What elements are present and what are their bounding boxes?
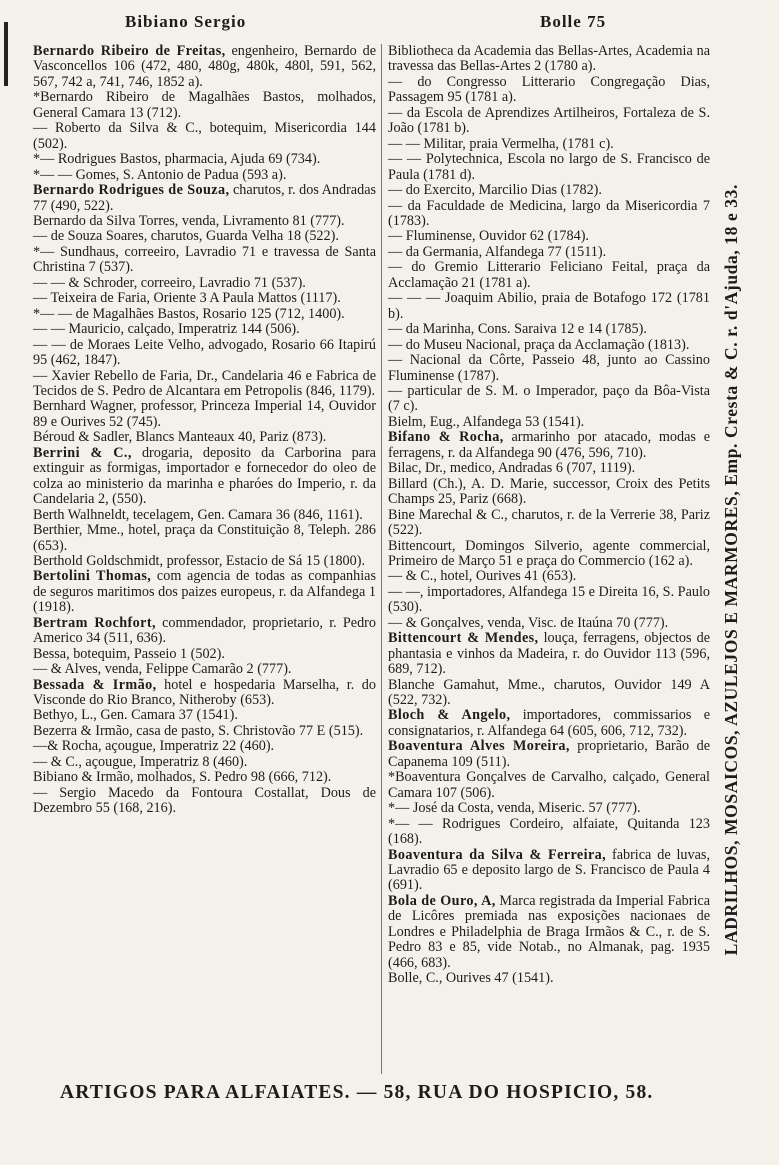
entry-text: armarinho por atacado, modas e ferragens, r. da Alfandega 90 (476, 596, 710). [388, 429, 710, 461]
entry-text: Béroud & Sadler, Blancs Manteaux 40, Pariz (873). [33, 429, 327, 446]
directory-entry [33, 152, 376, 167]
entry-text: Blanche Gamahut, Mme., charutos, Ouvidor 149 A (522, 732). [388, 676, 710, 709]
entry-text: — Xavier Rebello de Faria, Dr., Candelaria 46 e Fabrica de Tecidos de S. Pedro de Alcantara em Petropolis (846, 1179). [33, 367, 376, 399]
entry-text: importadores, commissarios e consignatarios, r. Alfandega 64 (605, 606, 712, 732). [388, 707, 710, 739]
entry-text: Bibiano & Irmão, molhados, S. Pedro 98 (666, 712). [33, 769, 332, 786]
entry-text: — & Alves, venda, Felippe Camarão 2 (777). [33, 661, 292, 678]
entry-text: —& Rocha, açougue, Imperatriz 22 (460). [33, 738, 275, 755]
entry-text: — da Escola de Aprendizes Artilheiros, Fortaleza de S. João (1781 b). [388, 104, 710, 137]
entry-text: commendador, proprietario, r. Pedro Americo 34 (511, 636). [33, 614, 376, 647]
directory-entry [388, 631, 710, 677]
entry-text: Bernhard Wagner, professor, Princeza Imperial 14, Ouvidor 89 e Ourives 52 (745). [33, 398, 376, 430]
entry-text: drogaria, deposito da Carborina para extinguir as formigas, importador e fornecedor do oleo de colza ao ministerio da marinha e pharóes do Imperio, r. da Candelaria 2, (550). [33, 444, 376, 508]
directory-entry [33, 90, 376, 121]
entry-text: — —, importadores, Alfandega 15 e Direita 16, S. Paulo (530). [388, 583, 710, 616]
left-column [33, 44, 376, 817]
directory-entry [33, 245, 376, 276]
directory-entry [388, 539, 710, 570]
entry-text: — do Congresso Litterario Congregação Dias, Passagem 95 (1781 a). [388, 73, 710, 106]
entry-text: — Nacional da Côrte, Passeio 48, junto ao Cassino Fluminense (1787). [388, 352, 710, 384]
directory-entry [33, 647, 376, 662]
entry-name: Berrini & C., [33, 444, 132, 461]
directory-entry [388, 44, 710, 75]
entry-text: — particular de S. M. o Imperador, paço da Bôa-Vista (7 c). [388, 382, 710, 415]
entry-text: Bittencourt, Domingos Silverio, agente commercial, Primeiro de Março 51 e praça do Commercio (162 a). [388, 537, 710, 569]
entry-text: *— Rodrigues Bastos, pharmacia, Ajuda 69 (734). [33, 151, 321, 168]
entry-text: hotel e hospedaria Marselha, r. do Visconde do Rio Branco, Nitheroby (653). [33, 676, 376, 709]
directory-entry [388, 291, 710, 322]
directory-entry [33, 44, 376, 90]
entry-text: Bernardo da Silva Torres, venda, Livramento 81 (777). [33, 212, 345, 229]
directory-entry [388, 353, 710, 384]
entry-text: — Teixeira de Faria, Oriente 3 A Paula Mattos (1117). [33, 290, 341, 307]
entry-name: Bernardo Rodrigues de Souza, [33, 182, 230, 199]
entry-text: *Boaventura Gonçalves de Carvalho, calçado, General Camara 107 (506). [388, 769, 710, 801]
entry-text: Bine Marechal & C., charutos, r. de la Verrerie 38, Pariz (522). [388, 506, 710, 539]
directory-entry [388, 770, 710, 801]
entry-text: — — — Joaquim Abilio, praia de Botafogo 172 (1781 b). [388, 290, 710, 322]
entry-text: — & Gonçalves, venda, Visc. de Itaúna 70 (777). [388, 614, 669, 631]
directory-entry [388, 477, 710, 508]
header-right: Bolle 75 [540, 12, 607, 31]
entry-text: — — Militar, praia Vermelha, (1781 c). [388, 135, 614, 152]
entry-text: — de Souza Soares, charutos, Guarda Velha 18 (522). [33, 228, 339, 245]
entry-text: fabrica de luvas, Lavradio 65 e deposito largo de S. Francisco de Paula 4 (691). [388, 846, 710, 894]
directory-entry [33, 724, 376, 739]
directory-entry [33, 739, 376, 754]
entry-text: *Bernardo Ribeiro de Magalhães Bastos, molhados, General Camara 13 (712). [33, 89, 376, 121]
directory-entry [33, 508, 376, 523]
entry-name: Boaventura Alves Moreira, [388, 738, 570, 755]
side-advertisement [716, 60, 746, 1080]
directory-entry [33, 523, 376, 554]
entry-text: *— — Gomes, S. Antonio de Padua (593 a). [33, 166, 287, 183]
entry-name: Bloch & Angelo, [388, 707, 511, 724]
entry-text: Bethyo, L., Gen. Camara 37 (1541). [33, 707, 238, 724]
directory-entry [388, 75, 710, 106]
entry-text: — da Germania, Alfandega 77 (1511). [388, 243, 607, 260]
entry-name: Bola de Ouro, A, [388, 892, 496, 909]
directory-entry [33, 755, 376, 770]
directory-entry [33, 338, 376, 369]
entry-text: charutos, r. dos Andradas 77 (490, 522). [33, 182, 377, 214]
directory-entry [388, 971, 710, 986]
entry-text: — — de Moraes Leite Velho, advogado, Rosario 66 Itapirú 95 (462, 1847). [33, 336, 376, 369]
entry-text: Berthold Goldschmidt, professor, Estacio de Sá 15 (1800). [33, 552, 365, 569]
entry-text: proprietario, Barão de Capanema 109 (511). [388, 738, 710, 770]
entry-text: — da Marinha, Cons. Saraiva 12 e 14 (1785). [388, 321, 647, 338]
directory-entry [33, 121, 376, 152]
directory-entry [33, 569, 376, 615]
entry-text: Bolle, C., Ourives 47 (1541). [388, 970, 554, 987]
entry-name: Bernardo Ribeiro de Freitas, [33, 43, 226, 59]
directory-entry [33, 183, 376, 214]
directory-entry [33, 786, 376, 817]
entry-text: Berthier, Mme., hotel, praça da Constituição 8, Teleph. 286 (653). [33, 522, 376, 554]
entry-text: — & C., açougue, Imperatriz 8 (460). [33, 753, 248, 770]
directory-entry [388, 678, 710, 709]
directory-entry [33, 616, 376, 647]
entry-text: Billard (Ch.), A. D. Marie, successor, Croix des Petits Champs 25, Pariz (668). [388, 475, 710, 508]
directory-entry [33, 291, 376, 306]
directory-entry [388, 322, 710, 337]
directory-entry [33, 369, 376, 400]
column-divider [381, 44, 382, 1074]
directory-entry [388, 461, 710, 476]
directory-entry [388, 801, 710, 816]
directory-entry [33, 229, 376, 244]
directory-entry [388, 817, 710, 848]
margin-mark [4, 22, 8, 86]
entry-text: — Sergio Macedo da Fontoura Costallat, Dous de Dezembro 55 (168, 216). [33, 784, 376, 817]
directory-entry [388, 260, 710, 291]
side-banner-text: LADRILHOS, MOSAICOS, AZULEJOS E MARMORES, Emp. Cresta & C. r. d'Ajuda, 18 e 33. [720, 184, 741, 956]
entry-text: — & C., hotel, Ourives 41 (653). [388, 568, 577, 585]
directory-entry [33, 399, 376, 430]
directory-entry [33, 446, 376, 508]
entry-text: — Fluminense, Ouvidor 62 (1784). [388, 228, 589, 245]
entry-text: *— Sundhaus, correeiro, Lavradio 71 e travessa de Santa Christina 7 (537). [33, 243, 376, 276]
directory-entry [33, 276, 376, 291]
directory-entry [388, 569, 710, 584]
directory-entry [388, 384, 710, 415]
directory-entry [388, 152, 710, 183]
directory-entry [388, 848, 710, 894]
entry-text: — do Museu Nacional, praça da Acclamação (1813). [388, 336, 690, 353]
right-column [388, 44, 710, 987]
directory-entry [388, 415, 710, 430]
entry-text: Bilac, Dr., medico, Andradas 6 (707, 1119). [388, 460, 636, 477]
entry-text: — do Exercito, Marcilio Dias (1782). [388, 182, 602, 199]
footer-advertisement: ARTIGOS PARA ALFAIATES. — 58, RUA DO HOSPICIO, 58. [60, 1082, 654, 1103]
directory-entry [388, 229, 710, 244]
directory-entry [388, 616, 710, 631]
entry-text: — da Faculdade de Medicina, largo da Misericordia 7 (1783). [388, 197, 710, 229]
directory-entry [388, 245, 710, 260]
entry-text: Bezerra & Irmão, casa de pasto, S. Christovão 77 E (515). [33, 722, 364, 739]
directory-entry [33, 708, 376, 723]
entry-text: engenheiro, Bernardo de Vasconcellos 106 (472, 480, 480g, 480k, 480l, 591, 562, 567, 742 a, 741, 746, 1852 a). [33, 43, 376, 90]
entry-name: Bittencourt & Mendes, [388, 630, 539, 647]
directory-entry [33, 662, 376, 677]
entry-text: — Roberto da Silva & C., botequim, Misericordia 144 (502). [33, 120, 376, 152]
entry-name: Boaventura da Silva & Ferreira, [388, 846, 607, 863]
entry-text: *— — Rodrigues Cordeiro, alfaiate, Quitanda 123 (168). [388, 815, 710, 848]
directory-entry [388, 585, 710, 616]
directory-entry [33, 770, 376, 785]
entry-name: Bertram Rochfort, [33, 614, 156, 631]
directory-entry [388, 183, 710, 198]
directory-entry [388, 430, 710, 461]
entry-name: Bertolini Thomas, [33, 568, 152, 585]
entry-text: — — & Schroder, correeiro, Lavradio 71 (537). [33, 274, 306, 291]
directory-entry [388, 739, 710, 770]
entry-text: — do Gremio Litterario Feliciano Feital, praça da Acclamação 21 (1781 a). [388, 259, 710, 291]
directory-entry [388, 106, 710, 137]
directory-entry [388, 508, 710, 539]
entry-text: Berth Walhneldt, tecelagem, Gen. Camara 36 (846, 1161). [33, 506, 363, 523]
directory-entry [388, 199, 710, 230]
directory-entry [388, 137, 710, 152]
entry-text: Marca registrada da Imperial Fabrica de Licôres premiada nas exposições nacionaes de Londres e Philadelphia de Braga Irmãos & C., r. de S. Pedro 83 e 85, vide Notab., no Almanak, pag. 1935 (466, 683). [388, 892, 711, 971]
entry-text: com agencia de todas as companhias de seguros maritimos dos paizes europeus, r. da Alfandega 1 (1918). [33, 568, 377, 616]
entry-text: Bessa, botequim, Passeio 1 (502). [33, 645, 225, 662]
entry-text: Bibliotheca da Academia das Bellas-Artes, Academia na travessa das Bellas-Artes 2 (1780 a). [388, 43, 710, 75]
directory-entry [33, 322, 376, 337]
running-header [10, 12, 765, 34]
directory-entry [33, 554, 376, 569]
entry-text: louça, ferragens, objectos de phantasia e vinhos da Madeira, r. do Ouvidor 113 (596, 689, 712). [388, 630, 710, 678]
entry-name: Bifano & Rocha, [388, 429, 504, 446]
header-left: Bibiano Sergio [125, 12, 247, 31]
directory-entry [33, 678, 376, 709]
directory-entry [388, 894, 710, 971]
directory-entry [33, 168, 376, 183]
directory-entry [33, 430, 376, 445]
entry-text: *— José da Costa, venda, Miseric. 57 (777). [388, 800, 641, 817]
entry-text: — — Mauricio, calçado, Imperatriz 144 (506). [33, 321, 300, 338]
directory-entry [388, 708, 710, 739]
entry-name: Bessada & Irmão, [33, 676, 157, 693]
entry-text: *— — de Magalhães Bastos, Rosario 125 (712, 1400). [33, 305, 345, 322]
entry-text: Bielm, Eug., Alfandega 53 (1541). [388, 413, 585, 430]
entry-text: — — Polytechnica, Escola no largo de S. Francisco de Paula (1781 d). [388, 151, 710, 183]
directory-entry [33, 307, 376, 322]
directory-entry [388, 338, 710, 353]
directory-entry [33, 214, 376, 229]
